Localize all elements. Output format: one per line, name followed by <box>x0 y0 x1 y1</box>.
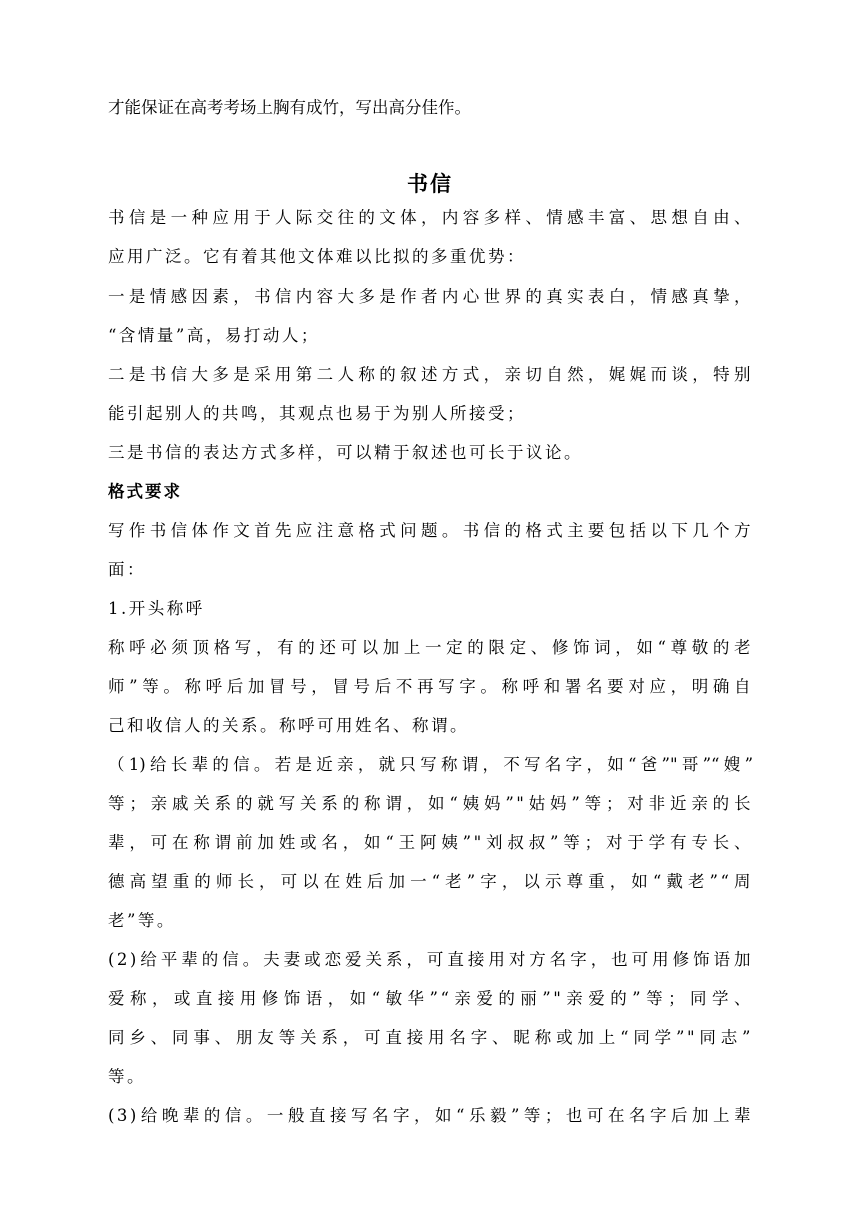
advantage-line: 二是书信大多是采用第二人称的叙述方式，亲切自然，娓娓而谈，特别 <box>108 365 753 384</box>
intro-line: 应用广泛。它有着其他文体难以比拟的多重优势： <box>108 247 526 266</box>
intro-tail-text: 才能保证在高考考场上胸有成竹，写出高分佳作。 <box>108 98 471 117</box>
item-body-line: 称呼必须顶格写，有的还可以加上一定的限定、修饰词，如“尊敬的老 <box>108 638 753 657</box>
intro-line: 书信是一种应用于人际交往的文体，内容多样、情感丰富、思想自由、 <box>108 208 753 227</box>
item-heading: 1.开头称呼 <box>108 599 205 618</box>
item-body-line: 师”等。称呼后加冒号，冒号后不再写字。称呼和署名要对应，明确自 <box>108 677 753 696</box>
format-heading: 格式要求 <box>108 482 182 501</box>
subitem-line: (2)给平辈的信。夫妻或恋爱关系，可直接用对方名字，也可用修饰语加 <box>108 950 753 969</box>
format-intro-line: 面： <box>108 560 146 579</box>
subitem-line: 德高望重的师长，可以在姓后加一“老”字，以示尊重，如“戴老”“周 <box>108 872 753 891</box>
subitem-line: 老”等。 <box>108 911 176 930</box>
advantage-line: 一是情感因素，书信内容大多是作者内心世界的真实表白，情感真挚， <box>108 287 753 306</box>
advantage-line: 三是书信的表达方式多样，可以精于叙述也可长于议论。 <box>108 443 583 462</box>
subitem-line: 同乡、同事、朋友等关系，可直接用名字、昵称或加上“同学”"同志” <box>108 1028 753 1047</box>
subitem-line: （1)给长辈的信。若是近亲，就只写称谓，不写名字，如“爸”"哥”“嫂” <box>108 755 753 774</box>
subitem-line: 等；亲戚关系的就写关系的称谓，如“姨妈”"姑妈”等；对非近亲的长 <box>108 794 753 813</box>
subitem-line: (3)给晚辈的信。一般直接写名字，如“乐毅”等；也可在名字后加上辈 <box>108 1106 753 1125</box>
item-body-line: 己和收信人的关系。称呼可用姓名、称谓。 <box>108 716 469 735</box>
format-intro-line: 写作书信体作文首先应注意格式问题。书信的格式主要包括以下几个方 <box>108 521 753 540</box>
advantage-line: “含情量”高，易打动人； <box>108 326 320 345</box>
section-title: 书信 <box>407 172 453 196</box>
subitem-line: 辈，可在称谓前加姓或名，如“王阿姨”"刘叔叔”等；对于学有专长、 <box>108 833 753 852</box>
advantage-line: 能引起别人的共鸣，其观点也易于为别人所接受； <box>108 404 526 423</box>
subitem-line: 等。 <box>108 1067 146 1086</box>
subitem-line: 爱称，或直接用修饰语，如“敏华”“亲爱的丽”"亲爱的”等；同学、 <box>108 989 753 1008</box>
